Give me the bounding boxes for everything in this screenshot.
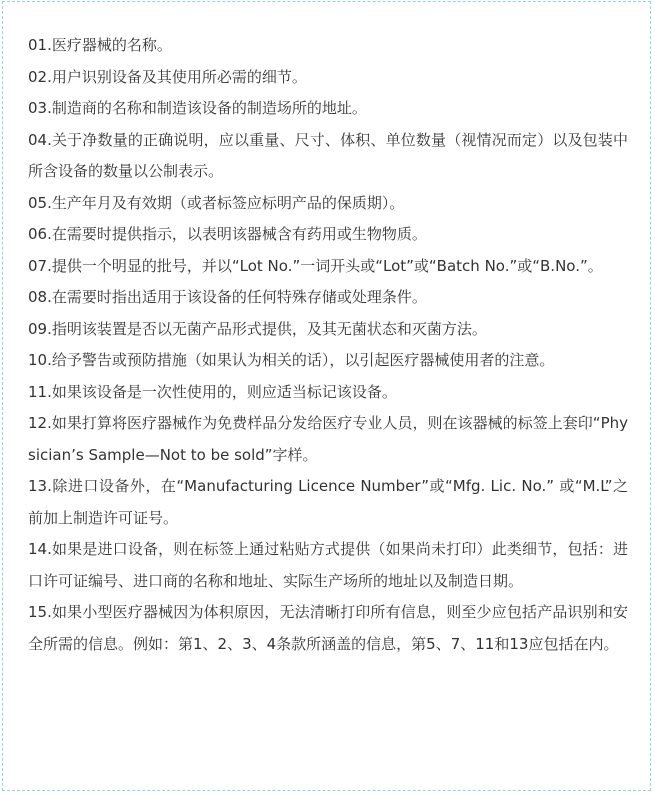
list-item-12: 12.如果打算将医疗器械作为免费样品分发给医疗专业人员，则在该器械的标签上套印“Physician’s Sample—Not to be sold”字样。 — [28, 414, 628, 464]
list-item-07: 07.提供一个明显的批号，并以“Lot No.”一词开头或“Lot”或“Batch No.”或“B.No.”。 — [28, 256, 603, 275]
list-item-04: 04.关于净数量的正确说明，应以重量、尺寸、体积、单位数量（视情况而定）以及包装中所含设备的数量以公制表示。 — [28, 130, 628, 180]
list-item-13: 13.除进口设备外，在“Manufacturing Licence Number”或“Mfg. Lic. No.” 或“M.L”之前加上制造许可证号。 — [28, 477, 628, 527]
list-item-14: 14.如果是进口设备，则在标签上通过粘贴方式提供（如果尚未打印）此类细节，包括：进口许可证编号、进口商的名称和地址、实际生产场所的地址以及制造日期。 — [28, 540, 628, 590]
list-item-10: 10.给予警告或预防措施（如果认为相关的话），以引起医疗器械使用者的注意。 — [28, 351, 555, 369]
list-item-09: 09.指明该装置是否以无菌产品形式提供，及其无菌状态和灭菌方法。 — [28, 319, 487, 338]
list-item-06: 06.在需要时提供指示，以表明该器械含有药用或生物物质。 — [28, 225, 427, 243]
list-item-08: 08.在需要时指出适用于该设备的任何特殊存储或处理条件。 — [28, 288, 427, 306]
list-item-11: 11.如果该设备是一次性使用的，则应适当标记该设备。 — [28, 382, 397, 401]
list-item-02: 02.用户识别设备及其使用所必需的细节。 — [28, 67, 307, 86]
requirements-list — [28, 30, 628, 660]
list-item-05: 05.生产年月及有效期（或者标签应标明产品的保质期）。 — [28, 193, 405, 212]
list-item-03: 03.制造商的名称和制造该设备的制造场所的地址。 — [28, 99, 367, 117]
list-item-01: 01.医疗器械的名称。 — [28, 36, 172, 54]
list-item-15: 15.如果小型医疗器械因为体积原因，无法清晰打印所有信息，则至少应包括产品识别和安全所需的信息。例如：第1、2、3、4条款所涵盖的信息，第5、7、11和13应包括在内。 — [28, 603, 628, 653]
